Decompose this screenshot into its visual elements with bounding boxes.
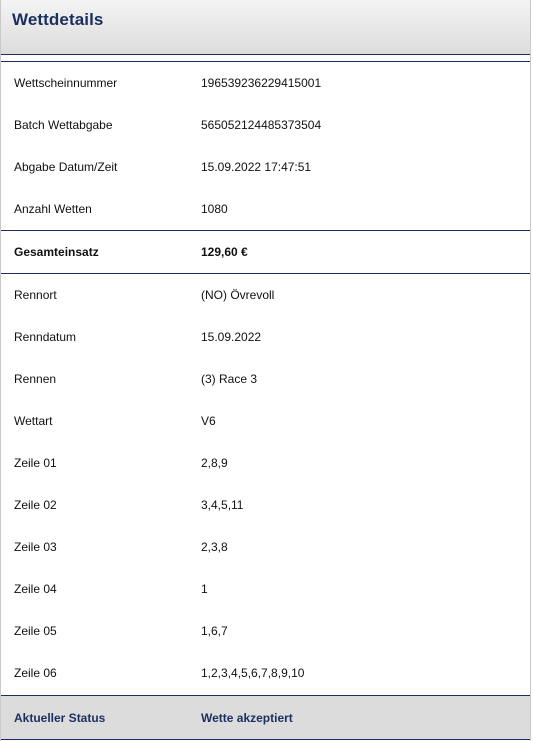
line-01-label: Zeile 01 bbox=[14, 456, 57, 470]
row-line-04 bbox=[1, 568, 530, 610]
row-race-date bbox=[1, 316, 530, 358]
panel-header bbox=[1, 0, 530, 55]
row-bet-type bbox=[1, 400, 530, 442]
bet-count-value: 1080 bbox=[201, 202, 228, 216]
row-total-stake bbox=[1, 230, 530, 274]
venue-value: (NO) Övrevoll bbox=[201, 288, 275, 302]
line-02-label: Zeile 02 bbox=[14, 498, 57, 512]
line-04-value: 1 bbox=[201, 582, 208, 596]
row-line-03 bbox=[1, 526, 530, 568]
row-venue bbox=[1, 274, 530, 316]
line-02-value: 3,4,5,11 bbox=[201, 498, 244, 512]
status-label: Aktueller Status bbox=[14, 710, 106, 725]
ticket-number-value: 196539236229415001 bbox=[201, 76, 322, 90]
line-05-value: 1,6,7 bbox=[201, 624, 228, 638]
race-date-value: 15.09.2022 bbox=[201, 330, 262, 344]
line-06-label: Zeile 06 bbox=[14, 666, 57, 680]
race-value: (3) Race 3 bbox=[201, 372, 258, 386]
status-row bbox=[1, 695, 530, 740]
venue-label: Rennort bbox=[14, 288, 57, 302]
total-stake-label: Gesamteinsatz bbox=[14, 245, 99, 259]
status-value: Wette akzeptiert bbox=[201, 710, 293, 725]
race-label: Rennen bbox=[14, 372, 57, 386]
bet-type-value: V6 bbox=[201, 414, 216, 428]
line-05-label: Zeile 05 bbox=[14, 624, 57, 638]
submission-datetime-value: 15.09.2022 17:47:51 bbox=[201, 160, 312, 174]
row-submission-datetime bbox=[1, 146, 530, 188]
bet-count-label: Anzahl Wetten bbox=[14, 202, 92, 216]
batch-value: 565052124485373504 bbox=[201, 118, 322, 132]
line-01-value: 2,8,9 bbox=[201, 456, 228, 470]
row-line-01 bbox=[1, 442, 530, 484]
row-line-05 bbox=[1, 610, 530, 652]
race-date-label: Renndatum bbox=[14, 330, 77, 344]
submission-datetime-label: Abgabe Datum/Zeit bbox=[14, 160, 118, 174]
details-table bbox=[1, 61, 530, 694]
line-03-label: Zeile 03 bbox=[14, 540, 57, 554]
row-batch bbox=[1, 104, 530, 146]
line-03-value: 2,3,8 bbox=[201, 540, 228, 554]
row-line-02 bbox=[1, 484, 530, 526]
row-line-06 bbox=[1, 652, 530, 694]
total-stake-value: 129,60 € bbox=[201, 245, 248, 259]
row-bet-count bbox=[1, 188, 530, 230]
ticket-number-label: Wettscheinnummer bbox=[14, 76, 118, 90]
batch-label: Batch Wettabgabe bbox=[14, 118, 113, 132]
row-ticket-number bbox=[1, 62, 530, 104]
bet-type-label: Wettart bbox=[14, 414, 53, 428]
line-06-value: 1,2,3,4,5,6,7,8,9,10 bbox=[201, 666, 305, 680]
line-04-label: Zeile 04 bbox=[14, 582, 57, 596]
page-title: Wettdetails bbox=[12, 10, 104, 29]
row-race bbox=[1, 358, 530, 400]
